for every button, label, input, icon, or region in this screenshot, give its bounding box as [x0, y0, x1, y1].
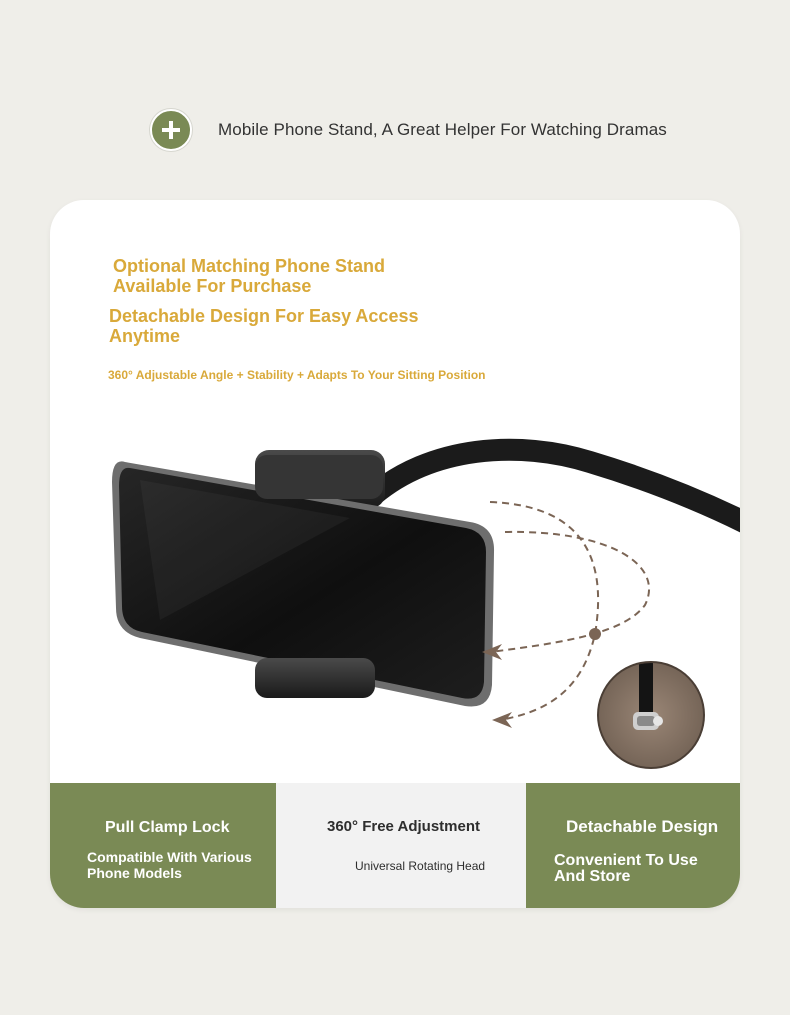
feature-title: Detachable Design — [566, 817, 719, 836]
heading-detachable-line2: Anytime — [109, 326, 181, 346]
feature-pull-clamp — [50, 783, 276, 908]
pivot-dot — [589, 628, 601, 640]
feature-desc — [87, 849, 252, 881]
feature-detachable — [526, 783, 740, 908]
feature-free-adjustment — [276, 783, 526, 908]
feature-title: Pull Clamp Lock — [105, 819, 230, 836]
heading-detachable-line1: Detachable Design For Easy Access — [109, 306, 419, 326]
header — [150, 110, 667, 150]
plus-icon — [150, 109, 192, 151]
heading-purchase-line2: Available For Purchase — [113, 276, 312, 296]
feature-title: 360° Free Adjustment — [327, 818, 480, 835]
feature-desc: Universal Rotating Head — [355, 859, 486, 873]
clamp-bottom — [255, 658, 375, 698]
feature-desc — [554, 853, 698, 885]
arrow-head-lower — [492, 712, 512, 728]
feature-desc-line1: Convenient To Use — [554, 852, 698, 869]
header-title: Mobile Phone Stand, A Great Helper For Watching Dramas — [218, 120, 667, 139]
detail-circle — [597, 658, 705, 769]
feature-subtitle: 360° Adjustable Angle + Stability + Adapts To Your Sitting Position — [108, 368, 486, 382]
feature-desc-line2: And Store — [554, 868, 631, 885]
feature-desc-line1: Compatible With Various — [87, 849, 252, 865]
feature-strip — [50, 783, 740, 908]
heading-purchase-line1: Optional Matching Phone Stand — [113, 256, 385, 276]
phone-stand-illustration — [50, 200, 740, 783]
product-card — [50, 200, 740, 908]
gooseneck-arm — [370, 450, 740, 525]
feature-desc-line2: Phone Models — [87, 865, 182, 881]
